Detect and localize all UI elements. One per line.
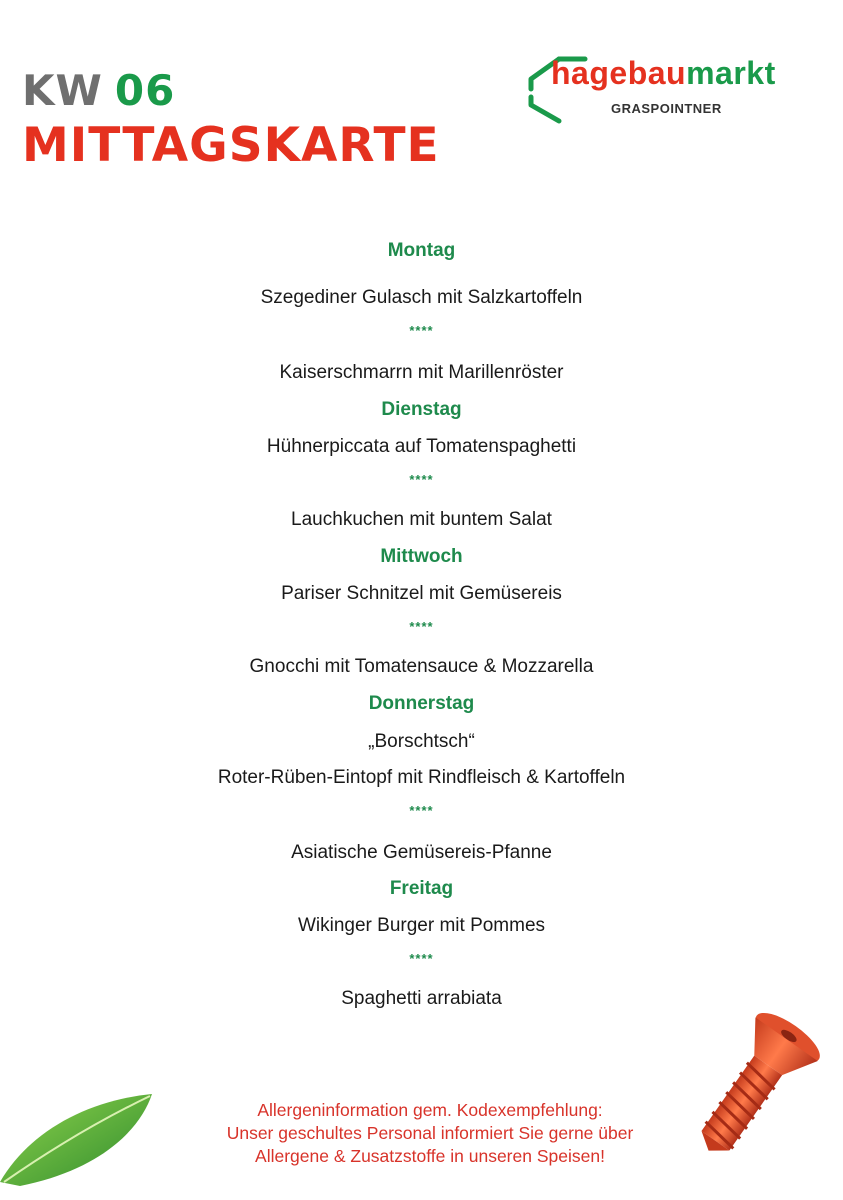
dish-separator: **** — [409, 803, 434, 818]
page-title: MITTAGSKARTE — [22, 118, 440, 173]
day-heading: Dienstag — [381, 399, 462, 420]
dish-item: Kaiserschmarrn mit Marillenröster — [279, 362, 564, 383]
allergy-line-2: Unser geschultes Personal informiert Sie gerne über — [226, 1123, 634, 1143]
dish-item: Gnocchi mit Tomatensauce & Mozzarella — [249, 656, 594, 677]
dish-item: Pariser Schnitzel mit Gemüsereis — [281, 583, 562, 604]
dish-item: „Borschtsch“ — [368, 731, 475, 752]
logo-name-part2: markt — [686, 55, 776, 91]
dish-item: Roter-Rüben-Eintopf mit Rindfleisch & Kartoffeln — [217, 767, 626, 788]
allergy-line-1: Allergeninformation gem. Kodexempfehlung: — [257, 1100, 603, 1120]
dish-item: Spaghetti arrabiata — [341, 988, 502, 1009]
dish-separator: **** — [409, 323, 434, 338]
week-label: KW — [22, 66, 103, 115]
screw-icon — [676, 1010, 826, 1170]
dish-item: Lauchkuchen mit buntem Salat — [291, 509, 552, 530]
dish-item: Hühnerpiccata auf Tomatenspaghetti — [266, 436, 577, 457]
dish-item: Szegediner Gulasch mit Salzkartoffeln — [260, 287, 583, 308]
day-heading: Freitag — [389, 878, 454, 899]
day-heading: Donnerstag — [368, 693, 475, 714]
dish-separator: **** — [409, 951, 434, 966]
dish-item: Asiatische Gemüsereis-Pfanne — [291, 842, 552, 863]
logo-name — [551, 55, 776, 91]
allergy-info — [150, 1099, 710, 1168]
dish-separator: **** — [409, 619, 434, 634]
day-heading: Montag — [387, 240, 456, 261]
week-number-value: 06 — [114, 66, 176, 115]
allergy-line-3: Allergene & Zusatzstoffe in unseren Speisen! — [255, 1146, 605, 1166]
logo-name-part1: hagebau — [551, 55, 687, 91]
day-heading: Mittwoch — [380, 546, 463, 567]
week-number — [22, 66, 176, 115]
logo-subtitle: GRASPOINTNER — [611, 101, 722, 116]
leaf-icon — [0, 1090, 160, 1190]
dish-item: Wikinger Burger mit Pommes — [297, 915, 546, 936]
dish-separator: **** — [409, 472, 434, 487]
hagebau-logo — [525, 55, 815, 125]
